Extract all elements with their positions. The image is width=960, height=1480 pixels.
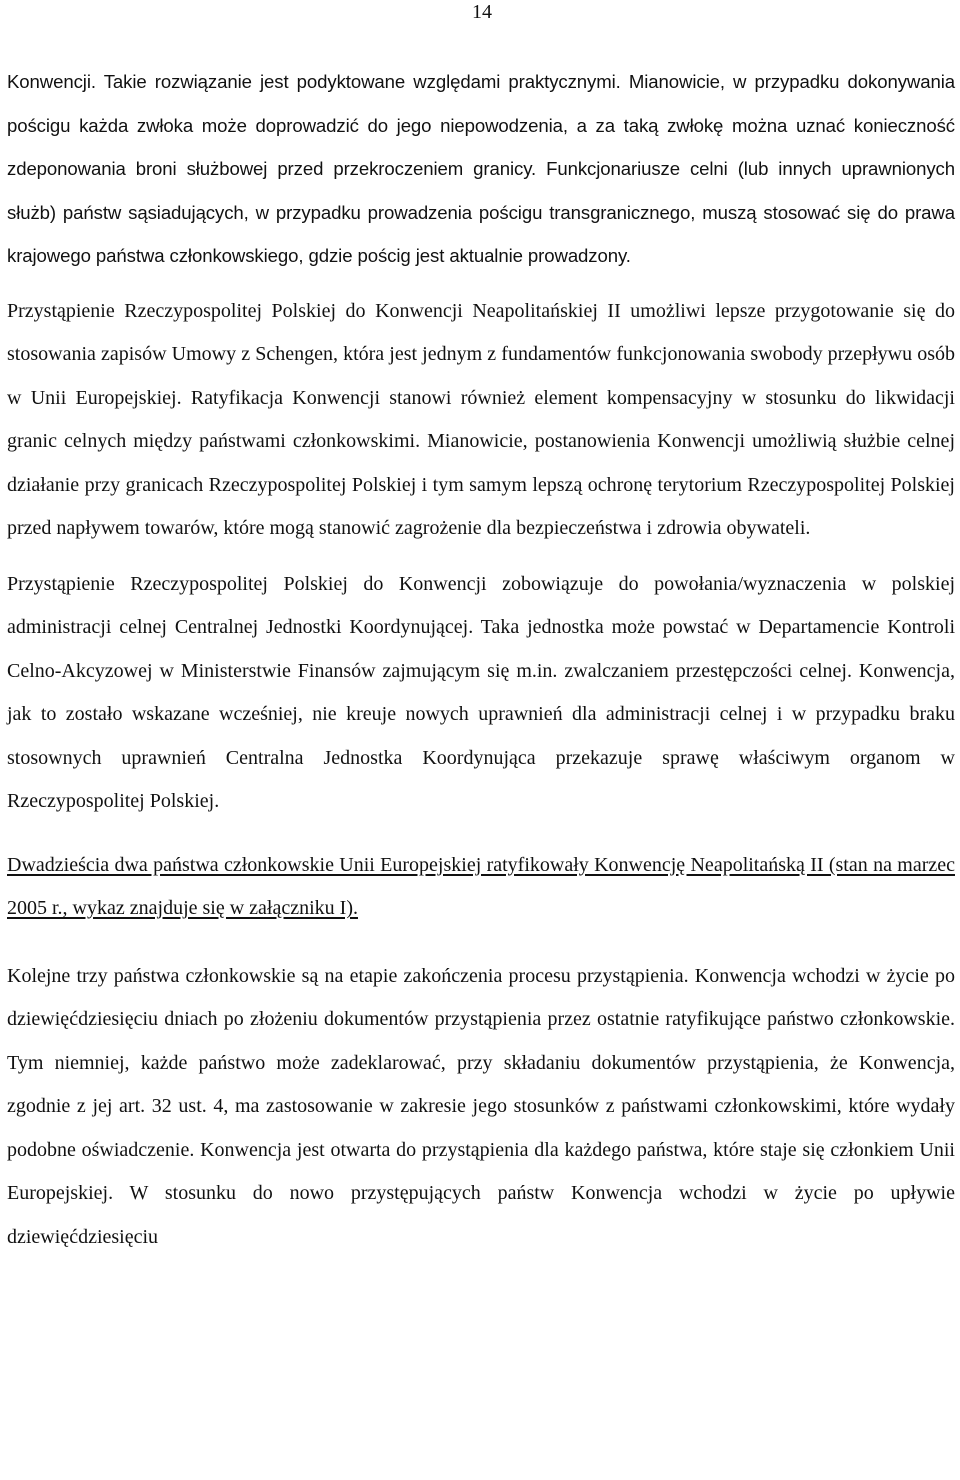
document-body: [7, 60, 955, 1259]
paragraph-coordination-unit: Przystąpienie Rzeczypospolitej Polskiej do Konwencji zobowiązuje do powołania/wyznaczenia w polskiej administracji celnej Centralnej Jednostki Koordynującej. Taka jednostka może powstać w Departamencie Kontroli Celno-Akcyzowej w Ministerstwie Finansów zajmującym się m.in. zwalczaniem przestępczości celnej. Konwencja, jak to zostało wskazane wcześniej, nie kreuje nowych uprawnień dla administracji celnej i w przypadku braku stosownych uprawnień Centralna Jednostka Koordynująca przekazuje sprawę właściwym organom w Rzeczypospolitej Polskiej.: [7, 572, 955, 812]
paragraph-pursuit: Konwencji. Takie rozwiązanie jest podyktowane względami praktycznymi. Mianowicie, w przypadku dokonywania pościgu każda zwłoka może doprowadzić do jego niepowodzenia, a za taką zwłokę można uznać konieczność zdeponowania broni służbowej przed przekroczeniem granicy. Funkcjonariusze celni (lub innych uprawnionych służb) państw sąsiadujących, w przypadku prowadzenia pościgu transgranicznego, muszą stosować się do prawa krajowego państwa członkowskiego, gdzie pościg jest aktualnie prowadzony.: [7, 71, 955, 266]
paragraph-accession-benefits: Przystąpienie Rzeczypospolitej Polskiej do Konwencji Neapolitańskiej II umożliwi lepsze przygotowanie się do stosowania zapisów Umowy z Schengen, która jest jednym z fundamentów funkcjonowania swobody przepływu osób w Unii Europejskiej. Ratyfikacja Konwencji stanowi również element kompensacyjny w stosunku do likwidacji granic celnych między państwami członkowskimi. Mianowicie, postanowienia Konwencji umożliwią służbie celnej działanie przy granicach Rzeczypospolitej Polskiej i tym samym lepszą ochronę terytorium Rzeczypospolitej Polskiej przed napływem towarów, które mogą stanowić zagrożenie dla bezpieczeństwa i zdrowia obywateli.: [7, 299, 955, 539]
paragraph-ratification-status: Dwadzieścia dwa państwa członkowskie Unii Europejskiej ratyfikowały Konwencję Neapolitańską II (stan na marzec 2005 r., wykaz znajduje się w załączniku I).: [7, 853, 955, 919]
page-number: 14: [472, 1, 492, 23]
paragraph-entry-into-force: Kolejne trzy państwa członkowskie są na etapie zakończenia procesu przystąpienia. Konwencja wchodzi w życie po dziewięćdziesięciu dniach po złożeniu dokumentów przystąpienia przez ostatnie ratyfikujące państwo członkowskie. Tym niemniej, każde państwo może zadeklarować, przy składaniu dokumentów przystąpienia, że Konwencja, zgodnie z jej art. 32 ust. 4, ma zastosowanie w zakresie jego stosunków z państwami członkowskimi, które wydały podobne oświadczenie. Konwencja jest otwarta do przystąpienia dla każdego państwa, które staje się członkiem Unii Europejskiej. W stosunku do nowo przystępujących państw Konwencja wchodzi w życie po upływie dziewięćdziesięciu: [7, 964, 955, 1248]
